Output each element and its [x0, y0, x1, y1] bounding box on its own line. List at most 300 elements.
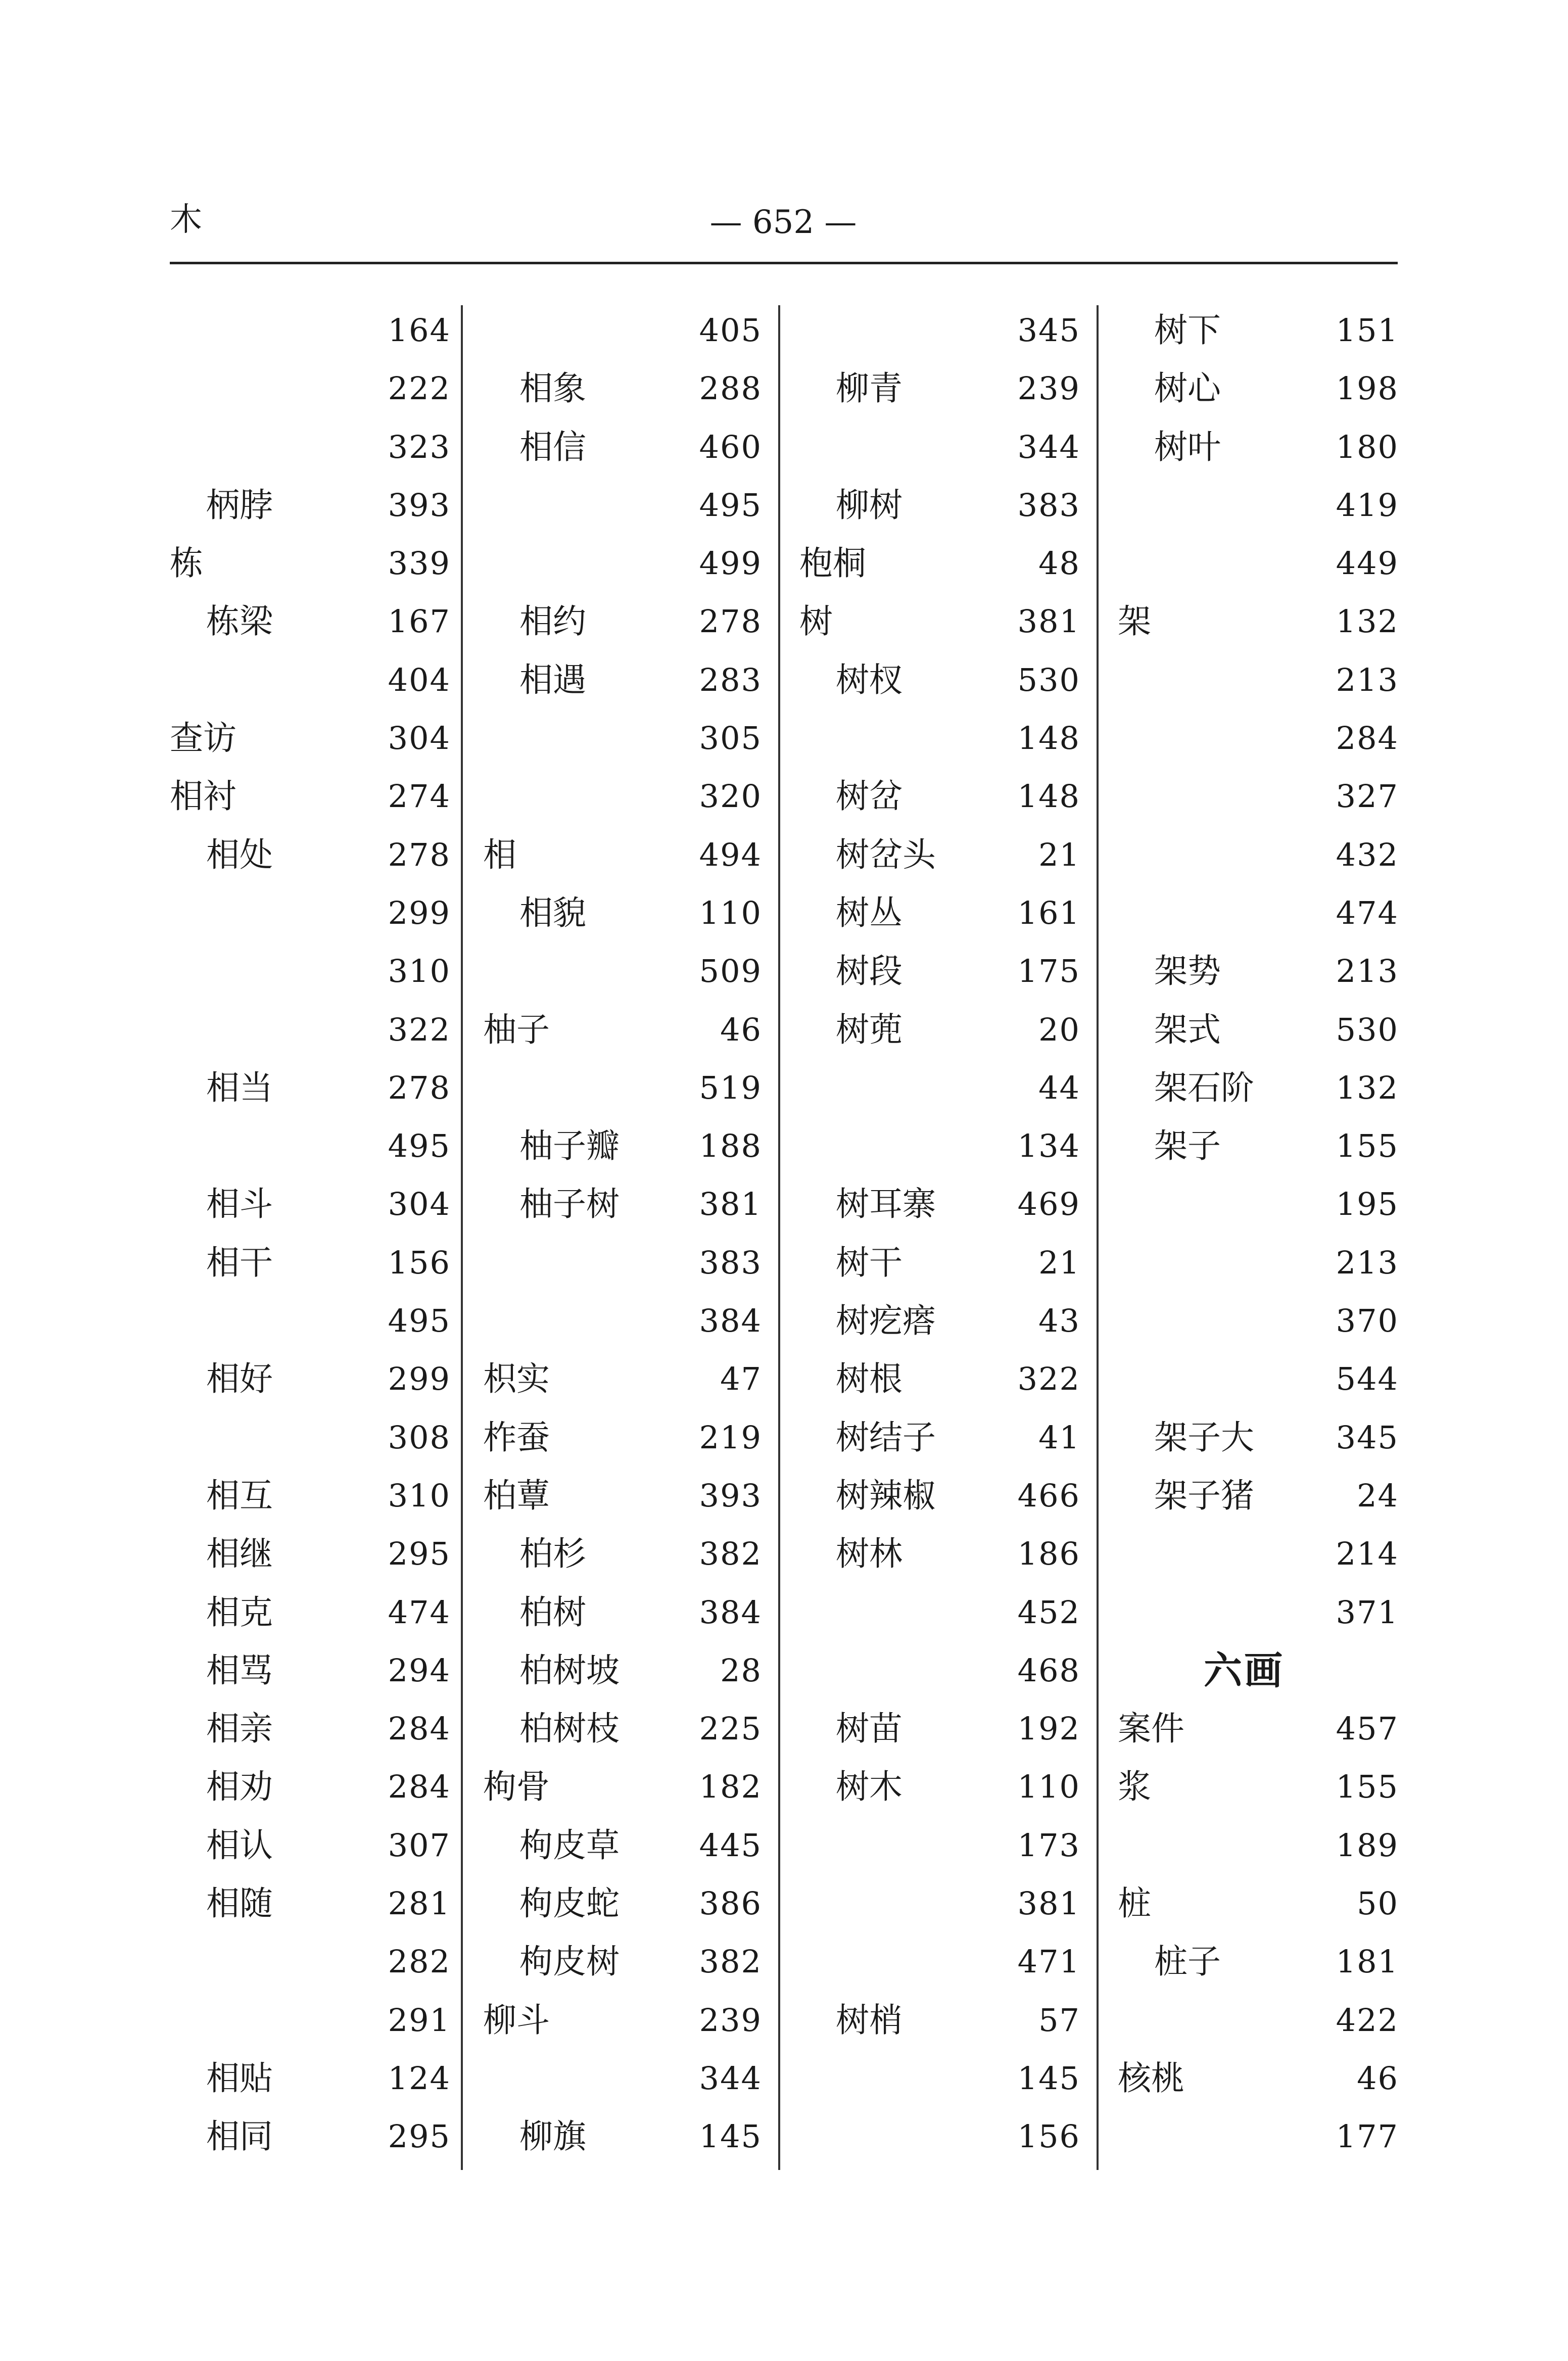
page-number: — 652 —: [709, 204, 857, 241]
page-reference: 156: [388, 1244, 451, 1281]
index-entry: [483, 538, 762, 596]
index-term: 相互: [206, 1476, 273, 1515]
index-entry: [799, 1238, 1080, 1296]
page-reference: 278: [699, 603, 762, 640]
index-term: 柳树: [836, 485, 902, 525]
page-reference: 198: [1336, 370, 1399, 407]
index-entry: [1118, 1238, 1399, 1296]
index-entry: [799, 1587, 1080, 1645]
index-term: 栋梁: [206, 602, 273, 641]
index-term: 相当: [206, 1068, 273, 1107]
page-reference: 460: [699, 428, 762, 465]
index-entry: [1118, 538, 1399, 596]
index-entry: [1118, 1878, 1399, 1937]
index-entry: [799, 422, 1080, 480]
index-entry: [483, 771, 762, 829]
page-reference: 393: [388, 486, 451, 524]
index-entry: [170, 1412, 451, 1471]
index-term: 枸皮树: [519, 1942, 620, 1981]
index-entry: [170, 1878, 451, 1937]
index-entry: [483, 305, 762, 363]
index-term: 桩: [1118, 1884, 1151, 1923]
index-entry: [799, 480, 1080, 538]
index-term: 树岔头: [836, 835, 936, 874]
index-entry: [170, 946, 451, 1004]
index-entry: [799, 538, 1080, 596]
index-term: 相象: [519, 369, 586, 408]
page-reference: 384: [699, 1302, 762, 1340]
page-reference: 310: [388, 953, 451, 990]
index-entry: [799, 655, 1080, 713]
index-term: 树辣椒: [836, 1476, 936, 1515]
index-entry: [170, 596, 451, 654]
page-reference: 404: [388, 661, 451, 698]
index-entry: [1118, 713, 1399, 771]
index-entry: [170, 1762, 451, 1820]
index-entry: [1118, 1179, 1399, 1237]
page-reference: 278: [388, 1069, 451, 1106]
page-reference: 164: [388, 312, 451, 349]
page-reference: 530: [1336, 1011, 1399, 1048]
index-term: 树岔: [836, 777, 902, 816]
page-reference: 110: [1017, 1768, 1080, 1806]
index-column-4: [1118, 305, 1399, 2170]
section-heading: 六画: [1204, 1647, 1285, 1693]
index-entry: [799, 596, 1080, 654]
index-entry: [483, 1296, 762, 1354]
page-reference: 155: [1336, 1127, 1399, 1165]
page-reference: 239: [699, 2001, 762, 2039]
page-reference: 322: [388, 1011, 451, 1048]
page-reference: 110: [699, 894, 762, 931]
index-entry: [483, 1121, 762, 1179]
index-entry: [483, 1704, 762, 1762]
header-rule: [170, 262, 1398, 264]
index-entry: [799, 946, 1080, 1004]
index-term: 架: [1118, 602, 1151, 641]
index-entry: [483, 888, 762, 946]
page-reference: 322: [1017, 1360, 1080, 1398]
index-term: 相认: [206, 1825, 273, 1865]
radical-header: 木: [170, 201, 202, 239]
index-term: 架子: [1154, 1126, 1221, 1166]
index-term: 树干: [836, 1243, 902, 1282]
page-reference: 304: [388, 1186, 451, 1223]
page-reference: 291: [388, 2001, 451, 2039]
index-entry: [170, 1529, 451, 1587]
index-entry: [1118, 1412, 1399, 1471]
index-entry: [799, 1179, 1080, 1237]
index-entry: [170, 1005, 451, 1063]
index-entry: [799, 1762, 1080, 1820]
index-term: 树根: [836, 1359, 902, 1399]
page-reference: 44: [1038, 1069, 1080, 1106]
index-term: 树段: [836, 952, 902, 991]
index-entry: [1118, 888, 1399, 946]
index-term: 查访: [170, 719, 236, 758]
page-reference: 177: [1336, 2118, 1399, 2155]
index-entry: [799, 2111, 1080, 2169]
index-entry: [483, 1471, 762, 1529]
page-reference: 213: [1336, 953, 1399, 990]
page-reference: 295: [388, 1535, 451, 1573]
index-term: 相处: [206, 835, 273, 874]
index-term: 树耳寨: [836, 1185, 936, 1224]
index-term: 柳青: [836, 369, 902, 408]
index-column-1: [170, 305, 451, 2170]
page-reference: 466: [1017, 1477, 1080, 1514]
page-reference: 471: [1017, 1943, 1080, 1980]
page-reference: 405: [699, 312, 762, 349]
page-reference: 181: [1336, 1943, 1399, 1980]
index-entry: [483, 1820, 762, 1878]
index-term: 相貌: [519, 893, 586, 932]
index-entry: [799, 2053, 1080, 2111]
page-reference: 155: [1336, 1768, 1399, 1806]
index-entry: [170, 2053, 451, 2111]
index-entry: [1118, 1937, 1399, 1995]
page-reference: 145: [1017, 2059, 1080, 2097]
page-reference: 186: [1017, 1535, 1080, 1573]
index-entry: [170, 655, 451, 713]
page-reference: 419: [1336, 486, 1399, 524]
index-entry: [483, 713, 762, 771]
index-term: 树心: [1154, 369, 1221, 408]
page-reference: 222: [388, 370, 451, 407]
page-reference: 43: [1038, 1302, 1080, 1340]
index-entry: [483, 830, 762, 888]
index-term: 树梢: [836, 2000, 902, 2040]
index-entry: [170, 1704, 451, 1762]
index-term: 树下: [1154, 311, 1221, 350]
index-entry: [483, 946, 762, 1004]
page-reference: 195: [1336, 1186, 1399, 1223]
index-entry: [170, 1063, 451, 1121]
index-term: 相亲: [206, 1709, 273, 1749]
index-entry: [1118, 1005, 1399, 1063]
index-entry: [170, 1471, 451, 1529]
page-reference: 499: [699, 545, 762, 582]
page-reference: 370: [1336, 1302, 1399, 1340]
index-term: 相斗: [206, 1185, 273, 1224]
index-entry: [1118, 1704, 1399, 1762]
index-term: 相干: [206, 1243, 273, 1282]
page-reference: 124: [388, 2059, 451, 2097]
page-reference: 281: [388, 1885, 451, 1922]
page-reference: 239: [1017, 370, 1080, 407]
page-reference: 148: [1017, 778, 1080, 815]
index-entry: [483, 1645, 762, 1704]
page-reference: 284: [388, 1768, 451, 1806]
index-entry: [1118, 480, 1399, 538]
index-entry: [170, 1995, 451, 2053]
index-entry: [1118, 946, 1399, 1004]
index-entry: [1118, 1063, 1399, 1121]
index-entry: [1118, 1587, 1399, 1645]
page-reference: 278: [388, 836, 451, 873]
index-term: 相随: [206, 1884, 273, 1923]
index-term: 相衬: [170, 777, 236, 816]
index-entry: [483, 1937, 762, 1995]
index-term: 柳斗: [483, 2000, 550, 2040]
index-entry: [170, 1587, 451, 1645]
index-term: 相继: [206, 1534, 273, 1574]
index-entry: [483, 1878, 762, 1937]
page-reference: 283: [699, 661, 762, 698]
page-reference: 530: [1017, 661, 1080, 698]
index-entry: [170, 1820, 451, 1878]
page-reference: 189: [1336, 1826, 1399, 1864]
index-term: 架石阶: [1154, 1068, 1254, 1107]
index-term: 相骂: [206, 1650, 273, 1690]
page-reference: 544: [1336, 1360, 1399, 1398]
index-term: 架子猪: [1154, 1476, 1254, 1515]
index-term: 相遇: [519, 660, 586, 699]
index-entry: [799, 830, 1080, 888]
page-reference: 225: [699, 1710, 762, 1748]
index-term: 枸骨: [483, 1767, 550, 1807]
index-entry: [799, 713, 1080, 771]
index-term: 架子大: [1154, 1418, 1254, 1457]
page-reference: 381: [699, 1186, 762, 1223]
page-reference: 148: [1017, 720, 1080, 757]
index-entry: [1118, 830, 1399, 888]
index-entry: [170, 1179, 451, 1237]
index-term: 柏树: [519, 1592, 586, 1632]
page-reference: 457: [1336, 1710, 1399, 1748]
index-term: 柏树枝: [519, 1709, 620, 1749]
page-reference: 449: [1336, 545, 1399, 582]
index-entry: [170, 305, 451, 363]
column-divider: [778, 305, 780, 2170]
index-entry: [799, 1937, 1080, 1995]
index-term: 柚子树: [519, 1185, 620, 1224]
index-term: 柞蚕: [483, 1418, 550, 1457]
index-term: 相好: [206, 1359, 273, 1399]
page-reference: 46: [720, 1011, 762, 1048]
index-term: 栋: [170, 544, 203, 583]
index-entry: [1118, 1471, 1399, 1529]
index-entry: [799, 305, 1080, 363]
index-entry: [170, 1937, 451, 1995]
index-entry: [483, 596, 762, 654]
index-term: 树苗: [836, 1709, 902, 1749]
index-term: 树叶: [1154, 427, 1221, 466]
index-entry: [483, 655, 762, 713]
index-entry: [483, 1762, 762, 1820]
index-entry: [799, 1005, 1080, 1063]
index-entry: [170, 480, 451, 538]
page-reference: 284: [1336, 720, 1399, 757]
page-reference: 495: [388, 1127, 451, 1165]
page-reference: 452: [1017, 1593, 1080, 1631]
page-reference: 145: [699, 2118, 762, 2155]
index-term: 树杈: [836, 660, 902, 699]
index-term: 相: [483, 835, 516, 874]
index-column-2: [483, 305, 762, 2170]
page-reference: 295: [388, 2118, 451, 2155]
page-reference: 299: [388, 1360, 451, 1398]
index-term: 柄脖: [206, 485, 273, 525]
page-reference: 509: [699, 953, 762, 990]
page-reference: 134: [1017, 1127, 1080, 1165]
index-entry: [1118, 1820, 1399, 1878]
index-term: 相克: [206, 1592, 273, 1632]
page-reference: 21: [1038, 1244, 1080, 1281]
index-entry: [799, 1995, 1080, 2053]
page-reference: 213: [1336, 1244, 1399, 1281]
index-entry: [170, 713, 451, 771]
page-reference: 382: [699, 1943, 762, 1980]
index-term: 枸皮蛇: [519, 1884, 620, 1923]
index-entry: [799, 1704, 1080, 1762]
page-reference: 182: [699, 1768, 762, 1806]
page-reference: 48: [1038, 545, 1080, 582]
index-entry: [483, 1412, 762, 1471]
index-entry: [170, 830, 451, 888]
index-term: 柚子: [483, 1010, 550, 1049]
page-reference: 156: [1017, 2118, 1080, 2155]
index-entry: [799, 1471, 1080, 1529]
index-term: 柏杉: [519, 1534, 586, 1574]
index-entry: [1118, 305, 1399, 363]
index-entry: [170, 1121, 451, 1179]
index-entry: [483, 1063, 762, 1121]
page-reference: 21: [1038, 836, 1080, 873]
index-term: 桩子: [1154, 1942, 1221, 1981]
index-entry: [799, 888, 1080, 946]
page-reference: 274: [388, 778, 451, 815]
page-reference: 344: [1017, 428, 1080, 465]
index-entry: [170, 538, 451, 596]
index-term: 树林: [836, 1534, 902, 1574]
index-entry: [799, 1412, 1080, 1471]
index-entry: [483, 2111, 762, 2169]
page-reference: 192: [1017, 1710, 1080, 1748]
page-reference: 46: [1357, 2059, 1399, 2097]
page-reference: 519: [699, 1069, 762, 1106]
index-term: 相信: [519, 427, 586, 466]
page-reference: 213: [1336, 661, 1399, 698]
page-reference: 445: [699, 1826, 762, 1864]
page-reference: 180: [1336, 428, 1399, 465]
index-entry: [483, 422, 762, 480]
index-entry: [799, 1645, 1080, 1704]
page-reference: 474: [1336, 894, 1399, 931]
index-entry: [799, 1063, 1080, 1121]
index-entry: [483, 480, 762, 538]
index-entry: [1118, 1529, 1399, 1587]
page-reference: 161: [1017, 894, 1080, 931]
index-entry: [170, 1238, 451, 1296]
index-entry: [1118, 2111, 1399, 2169]
index-entry: [799, 363, 1080, 421]
index-entry: [799, 1121, 1080, 1179]
page-reference: 494: [699, 836, 762, 873]
page-reference: 305: [699, 720, 762, 757]
index-entry: [1118, 596, 1399, 654]
page-reference: 151: [1336, 312, 1399, 349]
index-term: 柳旗: [519, 2117, 586, 2156]
index-term: 树丛: [836, 893, 902, 932]
page-reference: 188: [699, 1127, 762, 1165]
column-divider: [1097, 305, 1099, 2170]
page-reference: 282: [388, 1943, 451, 1980]
index-entry: [1118, 1645, 1399, 1704]
index-entry: [799, 1296, 1080, 1354]
index-term: 柏树坡: [519, 1650, 620, 1690]
page-reference: 294: [388, 1651, 451, 1689]
page-reference: 288: [699, 370, 762, 407]
page-reference: 308: [388, 1419, 451, 1456]
page-reference: 323: [388, 428, 451, 465]
page-reference: 167: [388, 603, 451, 640]
page-reference: 50: [1357, 1885, 1399, 1922]
index-term: 案件: [1118, 1709, 1184, 1749]
index-entry: [1118, 1354, 1399, 1412]
index-term: 枳实: [483, 1359, 550, 1399]
page-reference: 381: [1017, 1885, 1080, 1922]
index-entry: [170, 771, 451, 829]
index-term: 枹桐: [799, 544, 866, 583]
index-column-3: [799, 305, 1080, 2170]
page-reference: 307: [388, 1826, 451, 1864]
index-term: 相劝: [206, 1767, 273, 1807]
index-entry: [1118, 2053, 1399, 2111]
page-reference: 386: [699, 1885, 762, 1922]
page-reference: 383: [1017, 486, 1080, 524]
index-term: 浆: [1118, 1767, 1151, 1807]
page-reference: 495: [388, 1302, 451, 1340]
index-term: 相贴: [206, 2058, 273, 2098]
page-reference: 173: [1017, 1826, 1080, 1864]
index-entry: [170, 363, 451, 421]
page-reference: 175: [1017, 953, 1080, 990]
page-reference: 214: [1336, 1535, 1399, 1573]
index-entry: [483, 1354, 762, 1412]
index-entry: [483, 1995, 762, 2053]
page-reference: 384: [699, 1593, 762, 1631]
index-entry: [483, 1238, 762, 1296]
index-term: 树结子: [836, 1418, 936, 1457]
page-reference: 219: [699, 1419, 762, 1456]
index-term: 架式: [1154, 1010, 1221, 1049]
page-reference: 284: [388, 1710, 451, 1748]
page-reference: 299: [388, 894, 451, 931]
page-reference: 432: [1336, 836, 1399, 873]
index-term: 相约: [519, 602, 586, 641]
index-entry: [483, 1005, 762, 1063]
index-entry: [170, 1296, 451, 1354]
page-reference: 57: [1038, 2001, 1080, 2039]
index-term: 树木: [836, 1767, 902, 1807]
index-entry: [1118, 655, 1399, 713]
page-reference: 383: [699, 1244, 762, 1281]
index-entry: [1118, 363, 1399, 421]
page-reference: 41: [1038, 1419, 1080, 1456]
index-entry: [483, 1179, 762, 1237]
index-entry: [170, 888, 451, 946]
index-entry: [1118, 1121, 1399, 1179]
index-entry: [483, 363, 762, 421]
page-reference: 468: [1017, 1651, 1080, 1689]
page-reference: 320: [699, 778, 762, 815]
index-entry: [1118, 771, 1399, 829]
index-entry: [799, 1354, 1080, 1412]
column-divider: [461, 305, 463, 2170]
page-reference: 28: [720, 1651, 762, 1689]
index-entry: [483, 1587, 762, 1645]
